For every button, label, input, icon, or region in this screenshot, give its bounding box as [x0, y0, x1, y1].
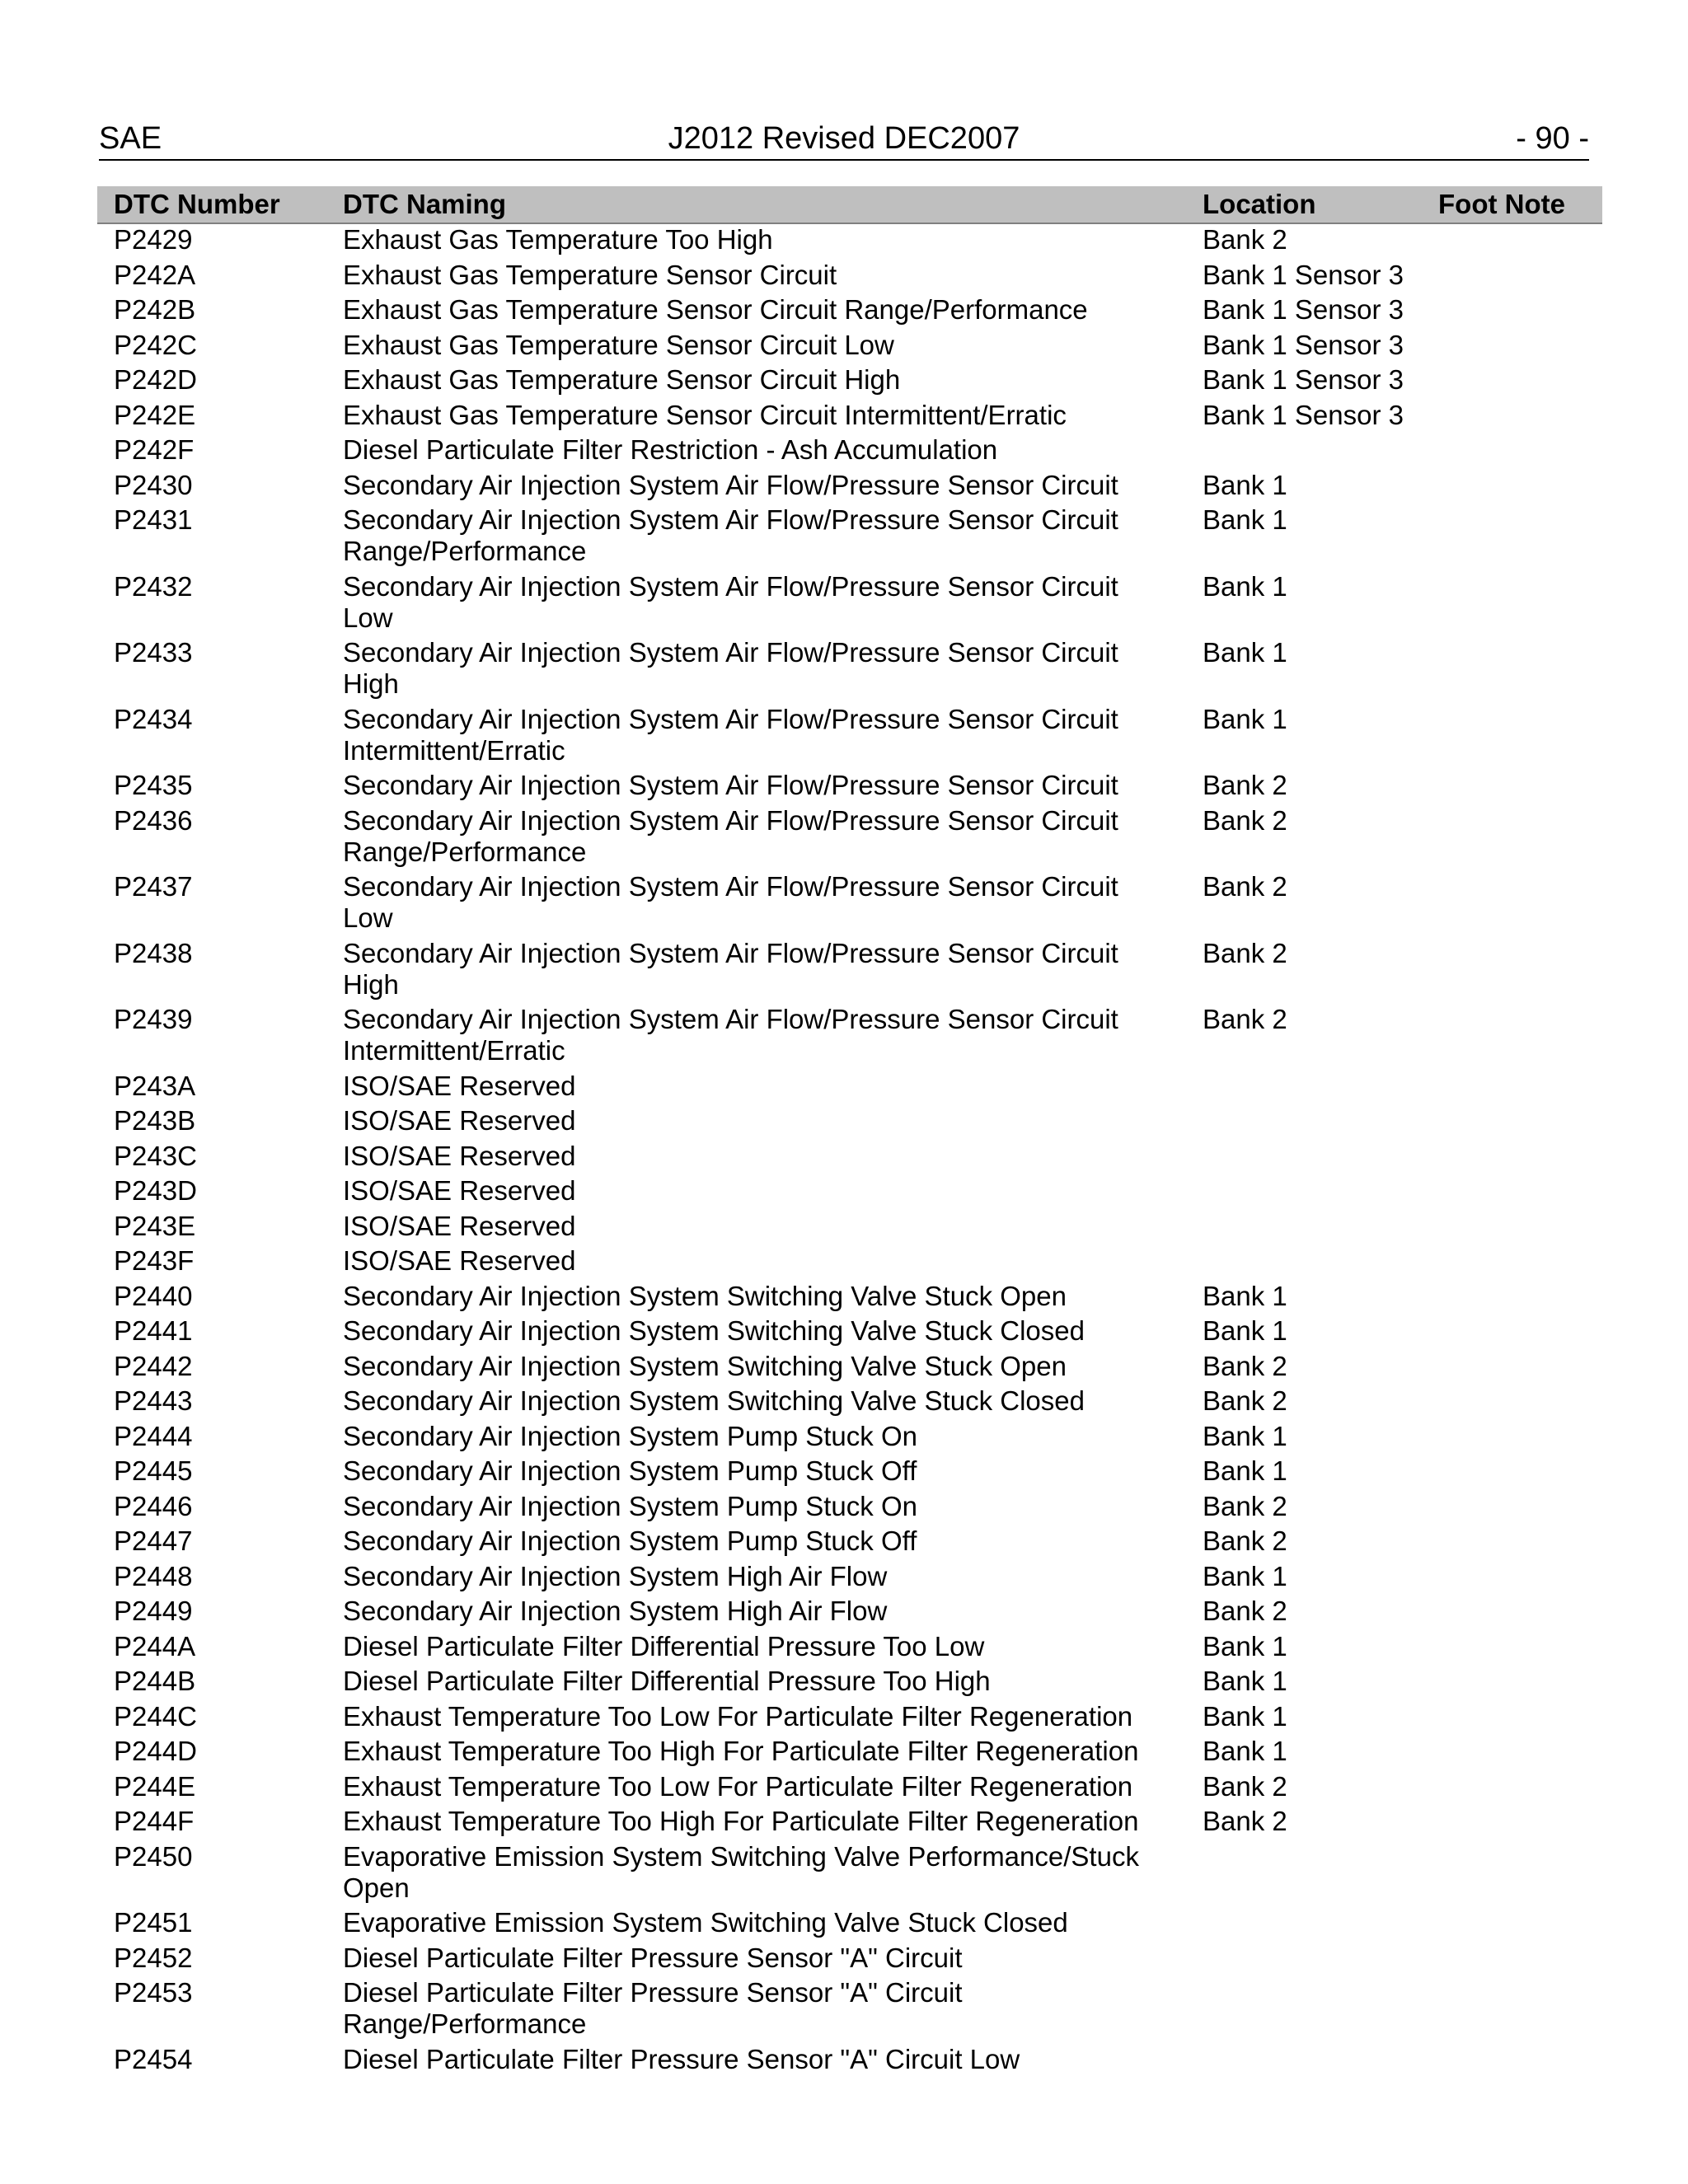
dtc-location: Bank 2: [1203, 1350, 1287, 1381]
table-row: [97, 224, 1602, 260]
dtc-naming: Exhaust Gas Temperature Sensor Circuit Range/Performance: [343, 294, 1088, 325]
dtc-naming: Diesel Particulate Filter Pressure Sensor "A" Circuit: [343, 1942, 963, 1973]
dtc-naming: Exhaust Gas Temperature Too High: [343, 224, 773, 255]
dtc-location: Bank 1: [1203, 1280, 1287, 1311]
dtc-code: P244C: [114, 1700, 197, 1732]
table-row: [97, 1701, 1602, 1736]
dtc-code: P242B: [114, 294, 196, 325]
column-header-dtc-naming: DTC Naming: [343, 189, 506, 219]
dtc-code: P243F: [114, 1245, 195, 1276]
dtc-code: P2434: [114, 703, 193, 734]
dtc-location: Bank 1: [1203, 1420, 1287, 1451]
dtc-location: Bank 2: [1203, 1806, 1287, 1836]
dtc-location: Bank 2: [1203, 1004, 1287, 1034]
table-row: [97, 1071, 1602, 1106]
table-row: [97, 938, 1602, 1005]
dtc-naming: Diesel Particulate Filter Pressure Sensor "A" Circuit Low: [343, 2043, 1020, 2074]
table-row: [97, 1736, 1602, 1771]
table-row: [97, 1351, 1602, 1386]
dtc-naming: Evaporative Emission System Switching Valve Performance/Stuck Open: [343, 1840, 1139, 1903]
dtc-naming: ISO/SAE Reserved: [343, 1175, 576, 1206]
dtc-code: P244E: [114, 1770, 196, 1802]
dtc-code: P243B: [114, 1105, 196, 1136]
dtc-location: Bank 2: [1203, 1596, 1287, 1626]
header-document-title: J2012 Revised DEC2007: [668, 121, 1020, 156]
table-row: [97, 1771, 1602, 1807]
table-row: [97, 1977, 1602, 2044]
dtc-location: Bank 1: [1203, 703, 1287, 734]
dtc-naming: ISO/SAE Reserved: [343, 1140, 576, 1171]
dtc-naming: Secondary Air Injection System High Air Flow: [343, 1560, 888, 1591]
dtc-naming: Exhaust Temperature Too High For Particulate Filter Regeneration: [343, 1736, 1139, 1766]
dtc-location: Bank 2: [1203, 871, 1287, 902]
table-row: [97, 1907, 1602, 1943]
dtc-location: Bank 1: [1203, 1315, 1287, 1346]
dtc-location: Bank 1 Sensor 3: [1203, 294, 1404, 325]
dtc-naming: Exhaust Temperature Too Low For Particulate Filter Regeneration: [343, 1700, 1133, 1732]
table-row: [97, 1281, 1602, 1316]
dtc-naming: Secondary Air Injection System Air Flow/Pressure Sensor Circuit Intermittent/Erratic: [343, 1004, 1118, 1066]
table-row: [97, 571, 1602, 638]
dtc-code: P2450: [114, 1840, 193, 1872]
dtc-code: P2433: [114, 637, 193, 668]
dtc-location: Bank 1: [1203, 1700, 1287, 1732]
table-row: [97, 260, 1602, 295]
dtc-location: Bank 1: [1203, 1666, 1287, 1696]
dtc-code: P2431: [114, 504, 193, 535]
dtc-code: P244B: [114, 1666, 196, 1696]
dtc-location: Bank 1: [1203, 1736, 1287, 1766]
dtc-location: Bank 1 Sensor 3: [1203, 364, 1404, 395]
dtc-location: Bank 1: [1203, 637, 1287, 668]
dtc-naming: Exhaust Temperature Too Low For Particulate Filter Regeneration: [343, 1770, 1133, 1802]
dtc-naming: Secondary Air Injection System Switching Valve Stuck Closed: [343, 1385, 1085, 1416]
table-row: [97, 1943, 1602, 1978]
dtc-code: P242E: [114, 399, 196, 430]
table-body: [97, 224, 1602, 2079]
dtc-naming: Secondary Air Injection System Air Flow/Pressure Sensor Circuit: [343, 770, 1118, 800]
dtc-code: P2441: [114, 1315, 193, 1346]
dtc-code: P242F: [114, 434, 195, 465]
column-header-foot-note: Foot Note: [1438, 189, 1565, 219]
dtc-naming: Secondary Air Injection System Pump Stuck Off: [343, 1526, 917, 1556]
dtc-naming: Secondary Air Injection System Air Flow/Pressure Sensor Circuit Low: [343, 570, 1118, 633]
dtc-code: P2430: [114, 469, 193, 500]
dtc-naming: Exhaust Gas Temperature Sensor Circuit: [343, 259, 837, 290]
dtc-location: Bank 1: [1203, 504, 1287, 535]
dtc-location: Bank 1 Sensor 3: [1203, 259, 1404, 290]
table-row: [97, 1315, 1602, 1351]
column-header-dtc-number: DTC Number: [114, 189, 280, 219]
dtc-code: P2440: [114, 1280, 193, 1311]
dtc-code: P242D: [114, 364, 197, 395]
table-row: [97, 504, 1602, 571]
dtc-code: P2443: [114, 1385, 193, 1416]
dtc-naming: Diesel Particulate Filter Restriction - Ash Accumulation: [343, 434, 998, 465]
dtc-code: P2452: [114, 1942, 193, 1973]
dtc-naming: Secondary Air Injection System Pump Stuck On: [343, 1420, 917, 1451]
table-row: [97, 637, 1602, 704]
dtc-code: P2446: [114, 1490, 193, 1521]
table-row: [97, 1455, 1602, 1491]
dtc-naming: Diesel Particulate Filter Pressure Sensor "A" Circuit Range/Performance: [343, 1977, 963, 2039]
dtc-code: P2447: [114, 1526, 193, 1556]
dtc-naming: ISO/SAE Reserved: [343, 1210, 576, 1241]
dtc-code: P2454: [114, 2043, 193, 2074]
table-row: [97, 1596, 1602, 1631]
dtc-code: P242C: [114, 329, 197, 360]
dtc-naming: ISO/SAE Reserved: [343, 1245, 576, 1276]
table-row: [97, 2044, 1602, 2079]
dtc-naming: Exhaust Gas Temperature Sensor Circuit Low: [343, 329, 894, 360]
dtc-code: P243E: [114, 1210, 196, 1241]
table-row: [97, 400, 1602, 435]
dtc-location: Bank 1 Sensor 3: [1203, 329, 1404, 360]
dtc-code: P2429: [114, 224, 193, 255]
dtc-code: P2445: [114, 1455, 193, 1486]
dtc-code: P243A: [114, 1070, 196, 1101]
dtc-location: Bank 2: [1203, 224, 1287, 255]
dtc-naming: Secondary Air Injection System Air Flow/Pressure Sensor Circuit Low: [343, 871, 1118, 933]
dtc-naming: Diesel Particulate Filter Differential Pressure Too High: [343, 1666, 991, 1696]
table-row: [97, 1841, 1602, 1908]
dtc-location: Bank 1: [1203, 469, 1287, 500]
dtc-naming: Secondary Air Injection System Switching Valve Stuck Closed: [343, 1315, 1085, 1346]
table-row: [97, 1004, 1602, 1071]
table-row: [97, 294, 1602, 330]
table-row: [97, 434, 1602, 470]
dtc-naming: Secondary Air Injection System Pump Stuck On: [343, 1490, 917, 1521]
dtc-location: Bank 2: [1203, 1526, 1287, 1556]
dtc-code: P2432: [114, 570, 193, 602]
dtc-code: P244D: [114, 1736, 197, 1766]
dtc-naming: Secondary Air Injection System Air Flow/Pressure Sensor Circuit Range/Performance: [343, 804, 1118, 867]
dtc-code: P242A: [114, 259, 196, 290]
dtc-naming: Secondary Air Injection System Pump Stuck Off: [343, 1455, 917, 1486]
table-row: [97, 1141, 1602, 1176]
dtc-naming: Exhaust Gas Temperature Sensor Circuit Intermittent/Erratic: [343, 399, 1067, 430]
dtc-code: P2453: [114, 1977, 193, 2008]
dtc-location: Bank 2: [1203, 1770, 1287, 1802]
dtc-location: Bank 1: [1203, 570, 1287, 602]
dtc-naming: Diesel Particulate Filter Differential Pressure Too Low: [343, 1630, 985, 1661]
table-row: [97, 1421, 1602, 1456]
dtc-table: [97, 186, 1602, 2079]
table-row: [97, 1385, 1602, 1421]
table-row: [97, 1666, 1602, 1701]
table-row: [97, 1631, 1602, 1666]
dtc-code: P2438: [114, 937, 193, 968]
table-row: [97, 1105, 1602, 1141]
table-row: [97, 1806, 1602, 1841]
dtc-code: P2436: [114, 804, 193, 836]
dtc-naming: Exhaust Gas Temperature Sensor Circuit High: [343, 364, 901, 395]
dtc-code: P243C: [114, 1140, 197, 1171]
dtc-naming: Secondary Air Injection System Air Flow/Pressure Sensor Circuit Intermittent/Erratic: [343, 703, 1118, 766]
header-organization: SAE: [99, 121, 162, 156]
dtc-naming: Secondary Air Injection System Air Flow/Pressure Sensor Circuit Range/Performance: [343, 504, 1118, 566]
dtc-naming: Secondary Air Injection System Air Flow/Pressure Sensor Circuit High: [343, 937, 1118, 1000]
dtc-location: Bank 1 Sensor 3: [1203, 399, 1404, 430]
table-row: [97, 330, 1602, 365]
dtc-code: P244F: [114, 1806, 195, 1836]
table-row: [97, 1245, 1602, 1281]
table-row: [97, 1491, 1602, 1526]
dtc-code: P2442: [114, 1350, 193, 1381]
dtc-location: Bank 1: [1203, 1455, 1287, 1486]
table-header-row: [97, 186, 1602, 224]
table-row: [97, 1526, 1602, 1561]
dtc-code: P2444: [114, 1420, 193, 1451]
dtc-naming: ISO/SAE Reserved: [343, 1070, 576, 1101]
table-row: [97, 1561, 1602, 1596]
dtc-location: Bank 2: [1203, 937, 1287, 968]
dtc-naming: Exhaust Temperature Too High For Particulate Filter Regeneration: [343, 1806, 1139, 1836]
dtc-code: P2435: [114, 770, 193, 800]
dtc-naming: Secondary Air Injection System Air Flow/Pressure Sensor Circuit: [343, 469, 1118, 500]
dtc-code: P244A: [114, 1630, 196, 1661]
table-row: [97, 470, 1602, 505]
dtc-code: P243D: [114, 1175, 197, 1206]
header-page-number: - 90 -: [1516, 121, 1589, 156]
table-row: [97, 770, 1602, 805]
table-row: [97, 1211, 1602, 1246]
dtc-location: Bank 2: [1203, 770, 1287, 800]
dtc-code: P2449: [114, 1596, 193, 1626]
table-row: [97, 1175, 1602, 1211]
page-header: [99, 118, 1589, 161]
dtc-code: P2437: [114, 871, 193, 902]
dtc-code: P2451: [114, 1907, 193, 1938]
table-row: [97, 871, 1602, 938]
dtc-location: Bank 2: [1203, 1490, 1287, 1521]
table-row: [97, 364, 1602, 400]
dtc-location: Bank 2: [1203, 804, 1287, 836]
table-row: [97, 704, 1602, 771]
dtc-naming: Secondary Air Injection System Switching Valve Stuck Open: [343, 1280, 1067, 1311]
dtc-naming: Secondary Air Injection System High Air Flow: [343, 1596, 888, 1626]
dtc-naming: Secondary Air Injection System Switching Valve Stuck Open: [343, 1350, 1067, 1381]
dtc-naming: ISO/SAE Reserved: [343, 1105, 576, 1136]
dtc-location: Bank 1: [1203, 1560, 1287, 1591]
table-row: [97, 805, 1602, 872]
dtc-code: P2439: [114, 1004, 193, 1034]
dtc-naming: Secondary Air Injection System Air Flow/Pressure Sensor Circuit High: [343, 637, 1118, 699]
dtc-location: Bank 1: [1203, 1630, 1287, 1661]
dtc-code: P2448: [114, 1560, 193, 1591]
dtc-naming: Evaporative Emission System Switching Valve Stuck Closed: [343, 1907, 1068, 1938]
dtc-location: Bank 2: [1203, 1385, 1287, 1416]
column-header-location: Location: [1203, 189, 1316, 219]
